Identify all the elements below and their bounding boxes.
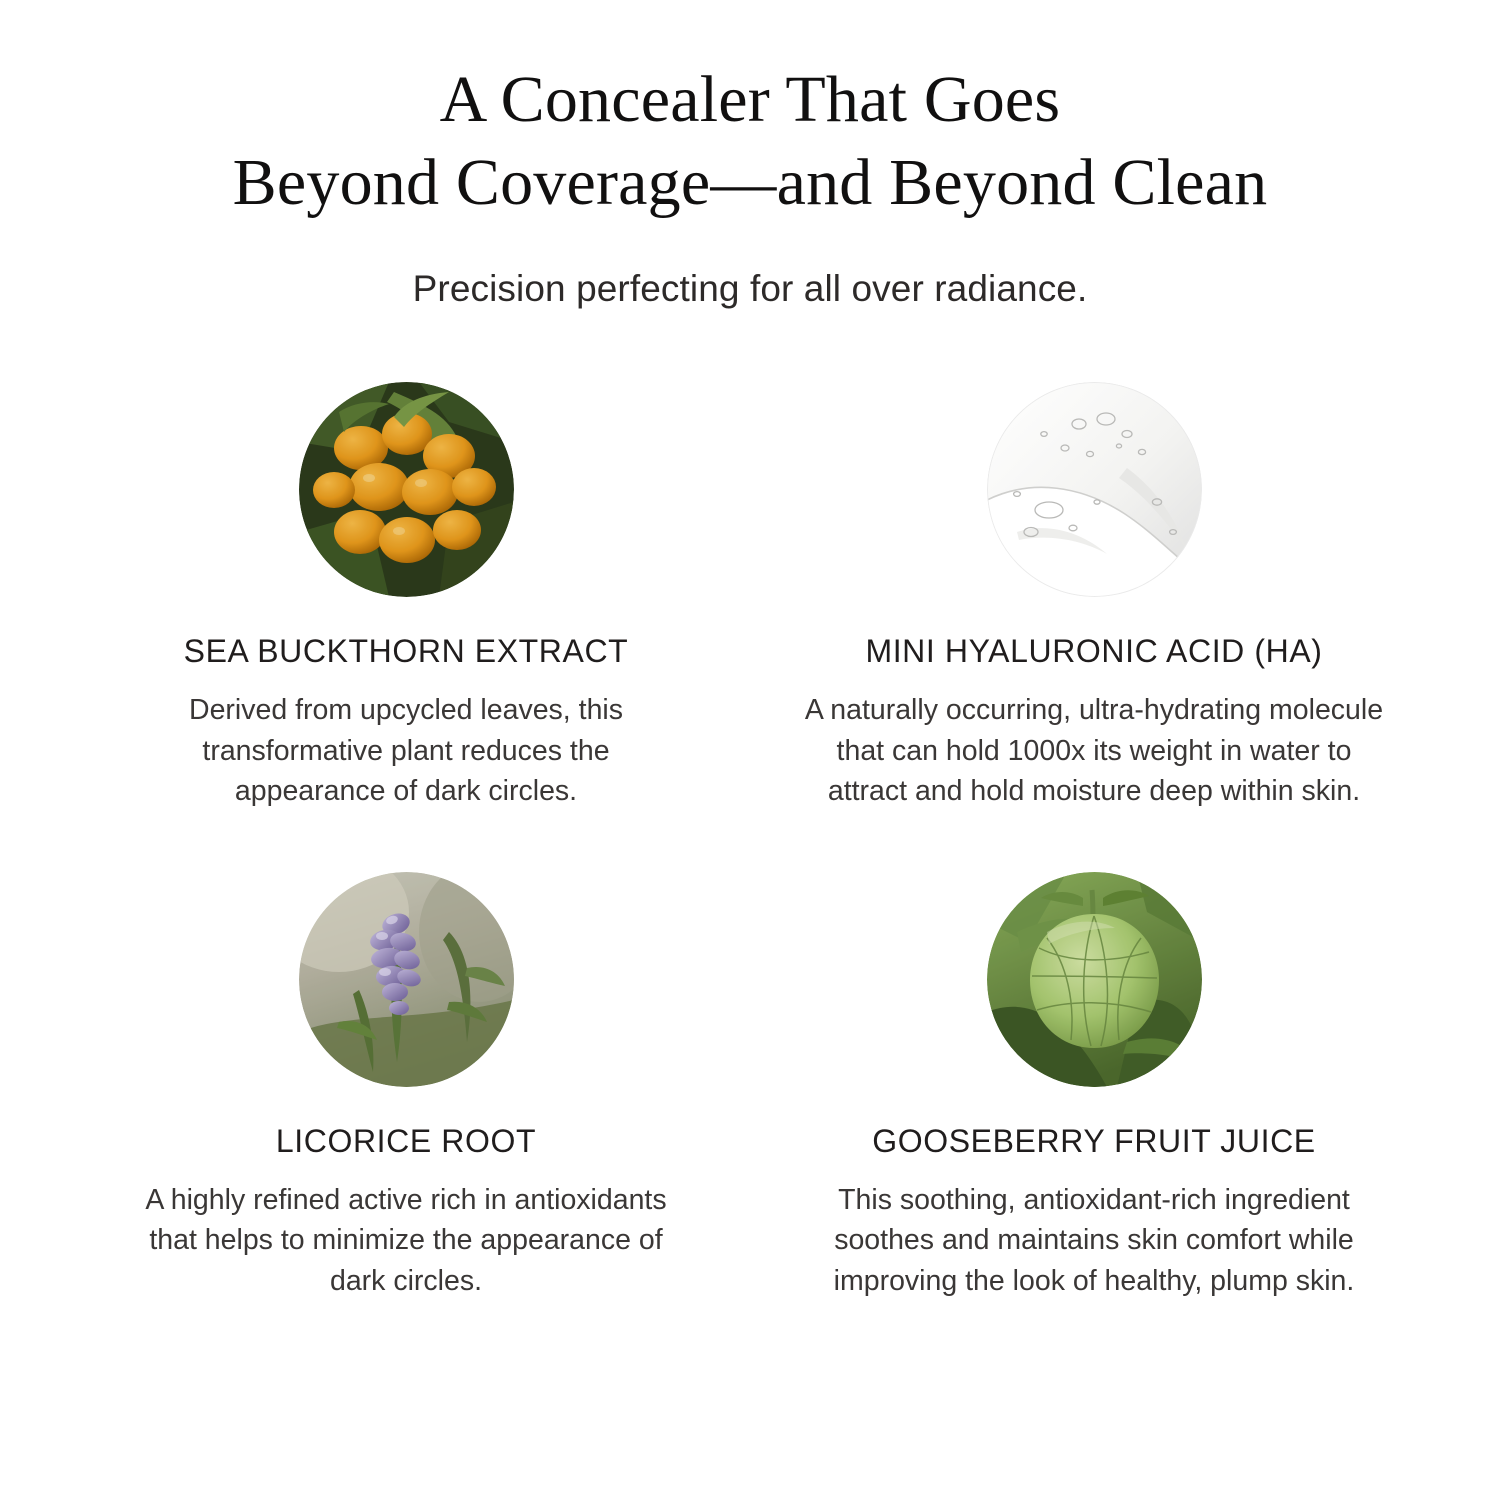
hyaluronic-acid-gel-texture-photo [987,382,1202,597]
ingredient-description: This soothing, antioxidant-rich ingredient soothes and maintains skin comfort while improving the look of healthy, plump skin. [833,1183,1355,1297]
ingredient-description: Derived from upcycled leaves, this transformative plant reduces the appearance of dark circles. [188,694,623,808]
ingredient-title: MINI HYALURONIC ACID (HA) [865,633,1323,670]
page-title [233,58,1268,224]
ingredient-title: LICORICE ROOT [275,1122,537,1159]
ingredient-card [778,382,1410,811]
sea-buckthorn-berries-photo [299,382,514,597]
ingredient-card [778,872,1410,1301]
ingredient-grid [90,382,1410,1301]
ingredient-card [90,872,722,1301]
ingredient-title: SEA BUCKTHORN EXTRACT [183,633,629,670]
headline-line-1: A Concealer That Goes [439,63,1061,136]
ingredient-description: A naturally occurring, ultra-hydrating molecule that can hold 1000x its weight in water to attract and hold moisture deep within skin. [804,694,1384,808]
licorice-root-flower-photo [299,872,514,1087]
gooseberry-fruit-photo [987,872,1202,1087]
headline-line-2: Beyond Coverage—and Beyond Clean [232,146,1268,220]
ingredient-description: A highly refined active rich in antioxidants that helps to minimize the appearance of dark circles. [145,1183,667,1297]
page-subtitle: Precision perfecting for all over radiance. [412,268,1088,310]
ingredient-title: GOOSEBERRY FRUIT JUICE [872,1122,1316,1159]
ingredient-card [90,382,722,811]
